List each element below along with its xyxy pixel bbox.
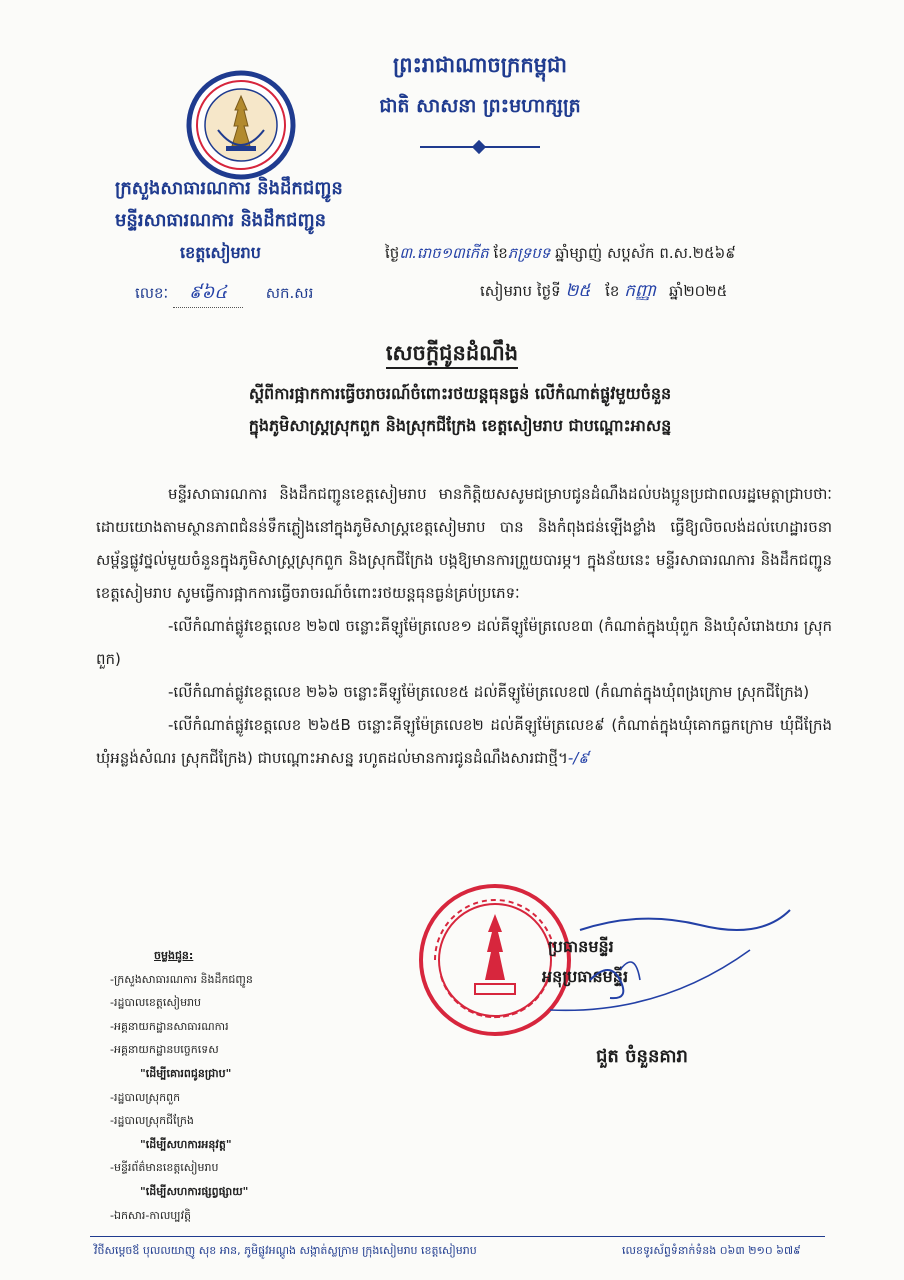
lunar-date: ថ្ងៃ៣.រោច១៣កើត ខែភទ្របទ ឆ្នាំម្សាញ់ សប្តស័ក ព.ស.២៥៦៩ <box>385 244 736 262</box>
solar-month-value: កញ្ញា <box>624 281 657 301</box>
cc-note: "ដើម្បីសហការអនុវត្ត" <box>140 1137 232 1151</box>
cc-item: -អគ្គនាយកដ្ឋានបច្ចេកទេស <box>110 1043 219 1057</box>
signature-subtitle: អនុប្រធានមន្ទីរ <box>542 967 629 986</box>
cc-item: -ក្រសួងសាធារណការ និងដឹកជញ្ជូន <box>110 972 253 986</box>
end-mark: -/៩ <box>567 749 589 767</box>
national-motto: ជាតិ សាសនា ព្រះមហាក្សត្រ <box>379 95 581 117</box>
body-intro: មន្ទីរសាធារណការ និងដឹកជញ្ជូនខេត្តសៀមរាប មានកិត្តិយសសូមជម្រាបជូនដំណឹងដល់បងប្អូនប្រជាពលរដ្ឋមេត្តាជ្រាបថាៈ ដោយយោងតាមស្ថានភាពជំនន់ទឹកភ្លៀងនៅក្នុងភូមិសាស្ត្រខេត្តសៀមរាប បាន និងកំពុងជន់ឡើងខ្លាំង ធ្វើឱ្យលិចលង់ដល់ហេដ្ឋារចនាសម្ព័ន្ធផ្លូវថ្នល់មួយចំនួនក្នុងភូមិសាស្ត្រស្រុកពួក និងស្រុកជីក្រែង បង្កឱ្យមានការព្រួយបារម្ភ។ ក្នុងន័យនេះ មន្ទីរសាធារណការ និងដឹកជញ្ជូនខេត្តសៀមរាប សូមធ្វើការផ្អាកការធ្វើចរាចរណ៍ចំពោះរថយន្តធុនធ្ងន់គ្រប់ប្រភេទៈ <box>96 485 832 602</box>
department-name: មន្ទីរសាធារណការ និងដឹកជញ្ជូន <box>115 210 327 231</box>
reference-number: លេខៈ ៩៦៤ សក.សរ <box>135 280 313 308</box>
cc-list <box>110 944 350 1227</box>
cc-item: -រដ្ឋបាលស្រុកពួក <box>110 1090 181 1104</box>
reference-number-value: ៩៦៤ <box>173 280 243 308</box>
body-item-2: -លើកំណាត់ផ្លូវខេត្តលេខ ២៦៦ ចន្លោះគីឡូម៉ែត្រលេខ៥ ដល់គីឡូម៉ែត្រលេខ៧ (កំណាត់ក្នុងឃុំពង្រក្រោម ស្រុកជីក្រែង) <box>168 683 810 701</box>
cc-item: -រដ្ឋបាលខេត្តសៀមរាប <box>110 996 202 1010</box>
ministry-logo <box>186 70 296 180</box>
signatory-name: ជួត ចំនួនគារា <box>596 1046 688 1067</box>
document-body <box>96 478 832 775</box>
cc-item: -ឯកសារ-កាលប្បវត្តិ <box>110 1208 192 1222</box>
cc-heading: ចម្លងជូន: <box>154 949 194 962</box>
province-name: ខេត្តសៀមរាប <box>180 243 261 262</box>
cc-item: -រដ្ឋបាលស្រុកជីក្រែង <box>110 1114 194 1128</box>
lunar-month-value: ភទ្របទ <box>507 244 551 262</box>
solar-day-value: ២៥ <box>565 281 591 301</box>
kingdom-heading: ព្រះរាជាណាចក្រកម្ពុជា <box>392 53 567 77</box>
cc-item: -មន្ទីរព័ត៌មានខេត្តសៀមរាប <box>110 1161 219 1175</box>
footer-address: វិថីសម្តេចឪ បុលលយាញូ សុខ អាន, ភូមិផ្លូវអណ្តូង សង្កាត់ស្លក្រាម ក្រុងសៀមរាប ខេត្តសៀមរាប <box>94 1244 477 1257</box>
cc-note: "ដើម្បីសហការផ្សព្វផ្សាយ" <box>140 1184 249 1198</box>
lunar-day-value: ៣.រោច១៣កើត <box>399 244 489 262</box>
ornament-divider <box>420 146 540 148</box>
signature-title: ប្រធានមន្ទីរ <box>548 937 614 956</box>
handwritten-signature <box>520 890 800 1030</box>
body-item-1: -លើកំណាត់ផ្លូវខេត្តលេខ ២៦៧ ចន្លោះគីឡូម៉ែត្រលេខ១ ដល់គីឡូម៉ែត្រលេខ៣ (កំណាត់ក្នុងឃុំពួក និងឃុំសំរោងយារ ស្រុកពួក) <box>96 617 832 668</box>
document-subject: ស្តីពីការផ្អាកការធ្វើចរាចរណ៍ចំពោះរថយន្តធុនធ្ងន់ លើកំណាត់ផ្លូវមួយចំនួន ក្នុងភូមិសាស្ត្រស្រុកពួក និងស្រុកជីក្រែង ខេត្តសៀមរាប ជាបណ្តោះអាសន្ន <box>248 384 672 435</box>
body-item-3: -លើកំណាត់ផ្លូវខេត្តលេខ ២៦៥B ចន្លោះគីឡូម៉ែត្រលេខ២ ដល់គីឡូម៉ែត្រលេខ៩ (កំណាត់ក្នុងឃុំគោកធ្លកក្រោម ឃុំជីក្រែង ឃុំអន្លង់សំណរ ស្រុកជីក្រែង) ជាបណ្តោះអាសន្ន រហូតដល់មានការជូនដំណឹងសារជាថ្មី។-/៩ <box>96 716 832 767</box>
cc-item: -អគ្គនាយកដ្ឋានសាធារណការ <box>110 1019 229 1033</box>
solar-date: សៀមរាប ថ្ងៃទី ២៥ ខែ កញ្ញា ឆ្នាំ២០២៥ <box>480 281 728 301</box>
footer-phone: លេខទូរស័ព្ទទំនាក់ទំនង ០៦៣ ២១០ ៦៧៩ <box>622 1244 801 1257</box>
footer-rule <box>90 1236 825 1237</box>
cc-note: "ដើម្បីគោរពជូនជ្រាប" <box>140 1066 232 1080</box>
ministry-name: ក្រសួងសាធារណការ និងដឹកជញ្ជូន <box>115 178 343 199</box>
document-title: សេចក្តីជូនដំណឹង <box>0 340 904 371</box>
